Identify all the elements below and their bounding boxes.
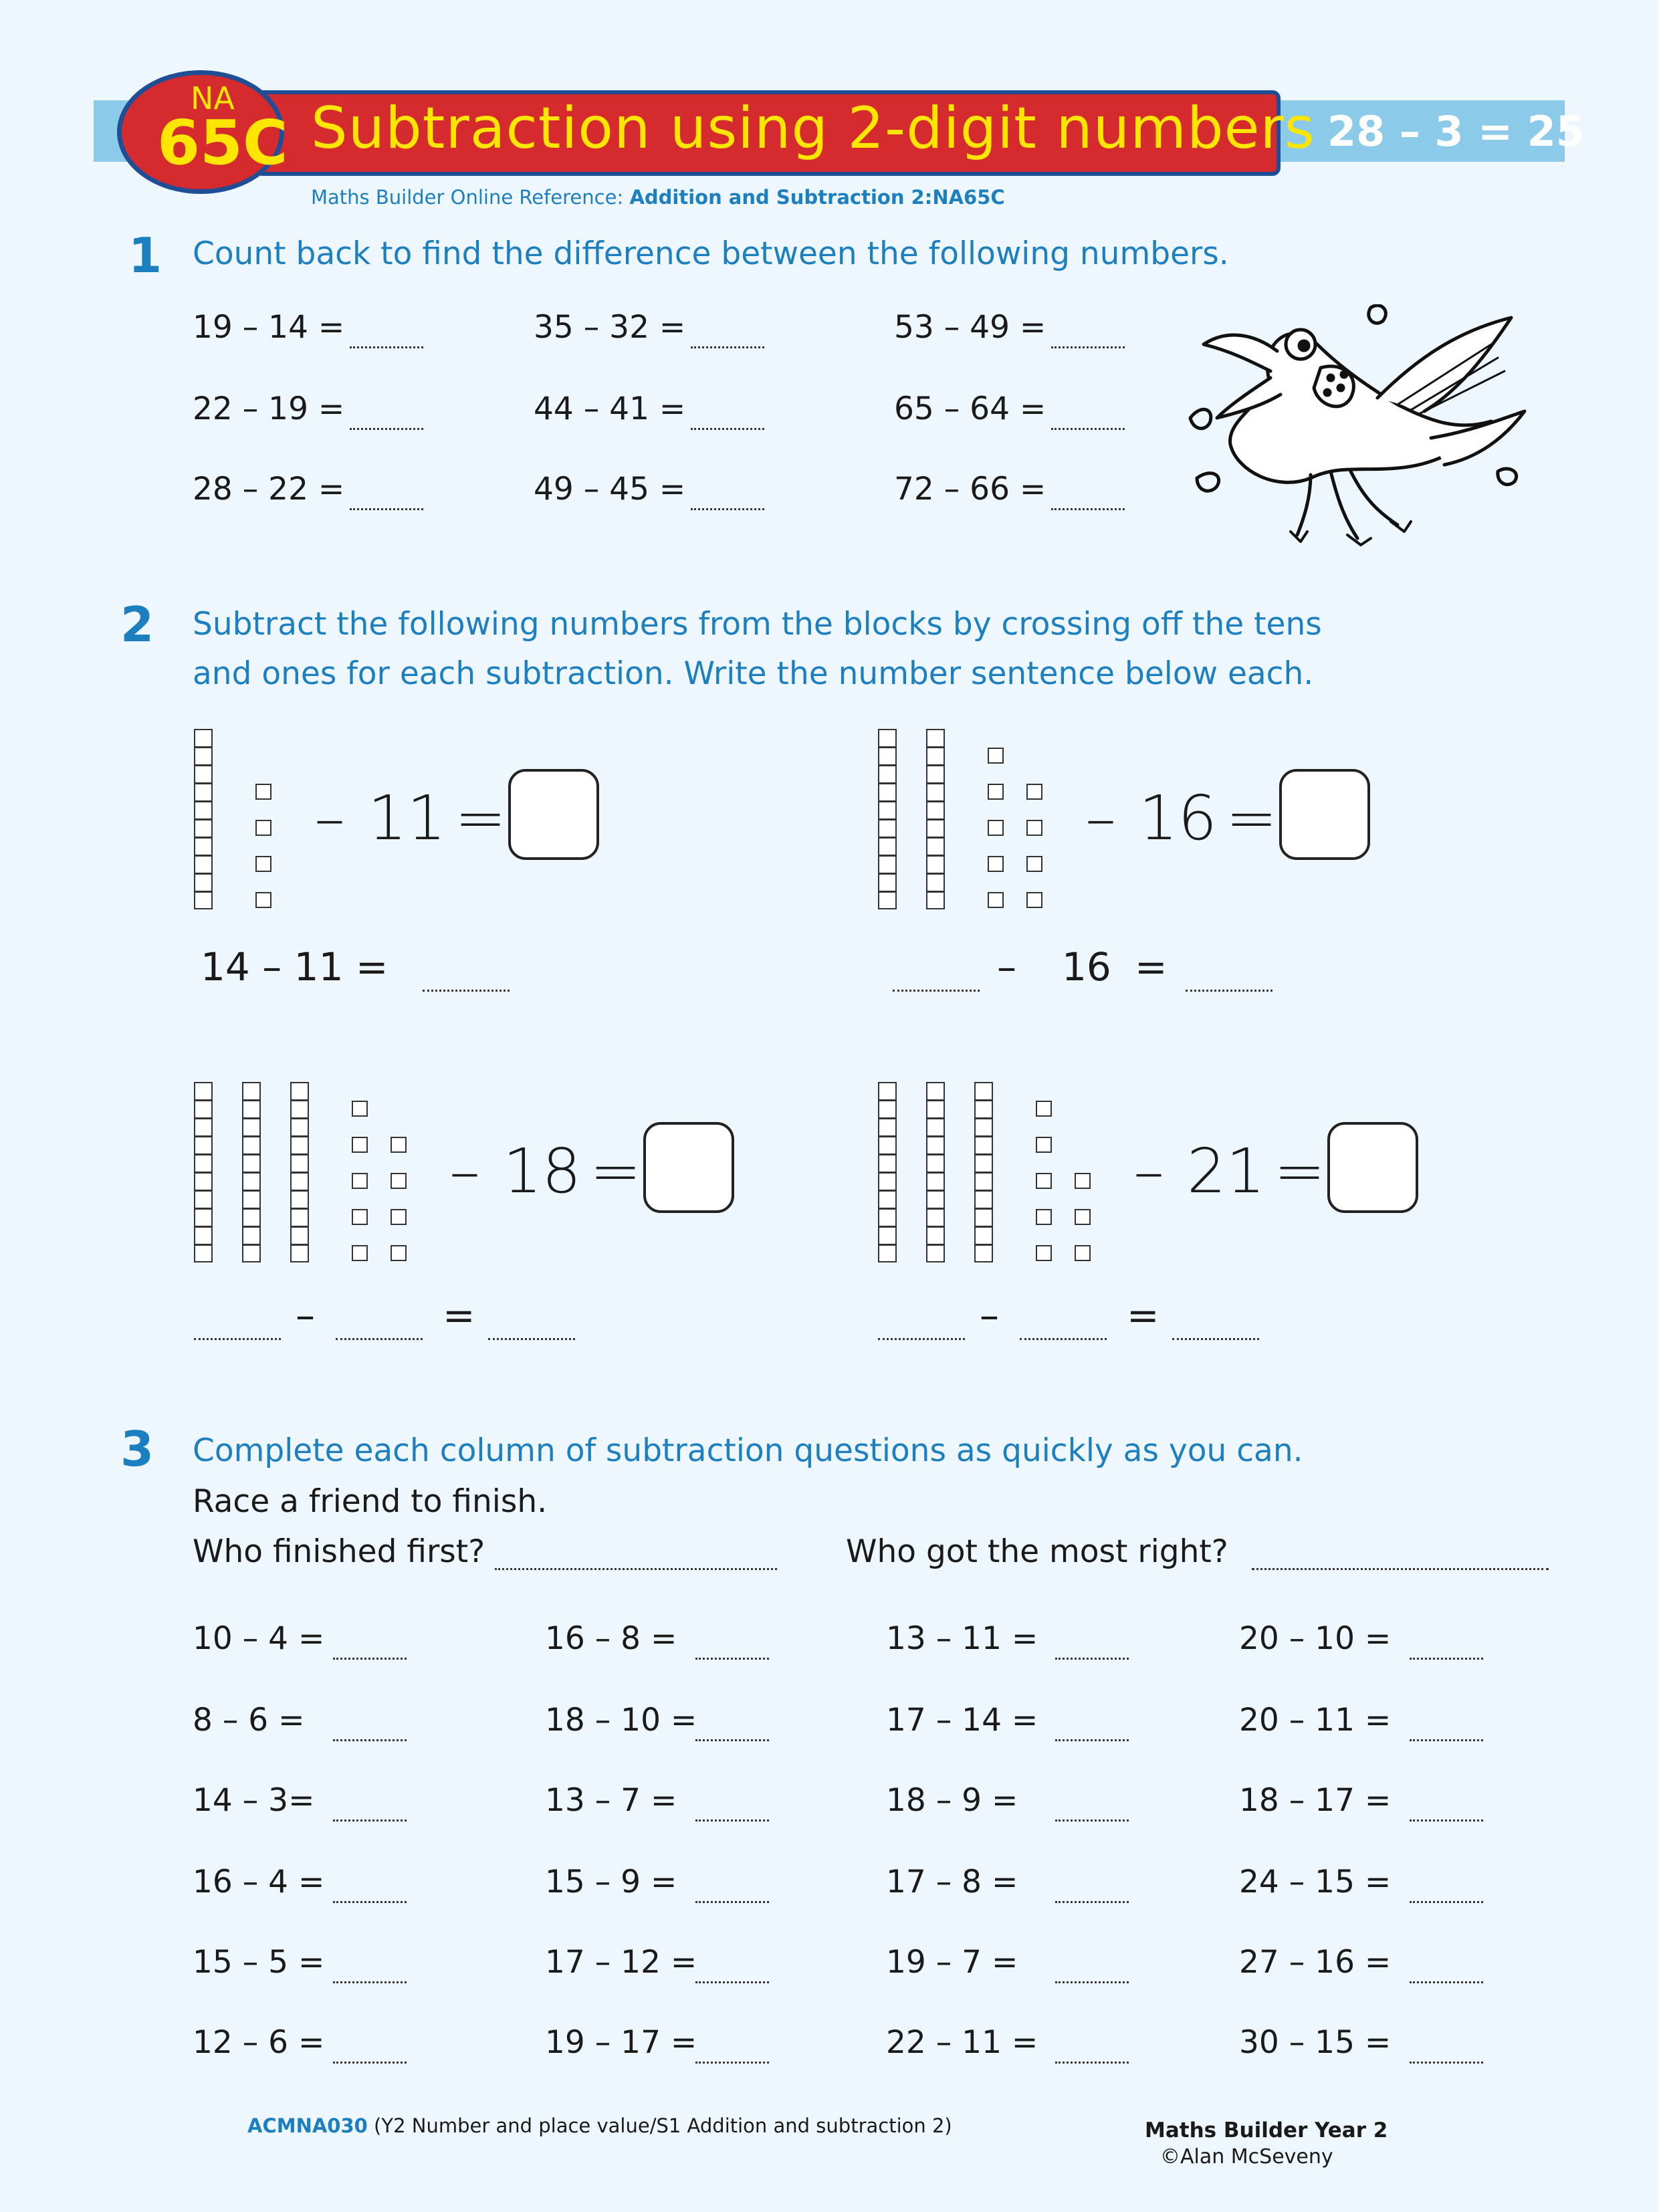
subtract-number: 16 xyxy=(1062,944,1111,990)
ones-cube[interactable] xyxy=(1036,1137,1052,1153)
question-2-instruction-line-1: Subtract the following numbers from the blocks by crossing off the tens xyxy=(193,606,1322,643)
answer-blank[interactable] xyxy=(350,428,423,430)
answer-blank[interactable] xyxy=(333,1658,407,1660)
subtract-number: 21 xyxy=(1187,1135,1266,1207)
book-title: Maths Builder Year 2 xyxy=(1145,2118,1388,2142)
badge-code: 65C xyxy=(157,107,288,179)
who-finished-first-label: Who finished first? xyxy=(193,1533,485,1570)
answer-box[interactable] xyxy=(1279,769,1370,860)
minus-sign: – xyxy=(1085,782,1116,854)
answer-blank[interactable] xyxy=(1055,1901,1129,1903)
equals-sign: = xyxy=(590,1135,642,1207)
ones-cube[interactable] xyxy=(352,1137,368,1153)
minus-sign: – xyxy=(449,1135,480,1207)
ones-cube[interactable] xyxy=(255,892,271,908)
tens-rod[interactable] xyxy=(194,1082,213,1262)
equation: 30 – 15 = xyxy=(1239,2024,1392,2061)
equation: 19 – 7 = xyxy=(886,1944,1018,1981)
question-1-instruction: Count back to find the difference between the following numbers. xyxy=(193,235,1229,272)
tens-rod[interactable] xyxy=(290,1082,309,1262)
answer-blank[interactable] xyxy=(1055,1819,1129,1821)
minus-sign: – xyxy=(1133,1135,1164,1207)
ones-cube[interactable] xyxy=(391,1137,407,1153)
equation: 12 – 6 = xyxy=(193,2024,325,2061)
answer-blank[interactable] xyxy=(333,2062,407,2064)
answer-blank[interactable] xyxy=(423,990,510,992)
equation: 19 – 14 = xyxy=(193,309,345,346)
answer-blank[interactable] xyxy=(488,1338,575,1340)
startled-bird-illustration xyxy=(1177,304,1538,552)
subtract-number: 16 xyxy=(1139,782,1218,854)
answer-blank[interactable] xyxy=(695,1739,769,1741)
equation: 16 – 4 = xyxy=(193,1864,325,1900)
ones-cube[interactable] xyxy=(988,856,1004,872)
answer-blank[interactable] xyxy=(695,2062,769,2064)
equation: 20 – 10 = xyxy=(1239,1620,1392,1657)
reference-label: Maths Builder Online Reference: xyxy=(311,186,624,209)
ones-cube[interactable] xyxy=(988,748,1004,764)
ones-cube[interactable] xyxy=(391,1245,407,1261)
equation: 22 – 11 = xyxy=(886,2024,1038,2061)
answer-blank[interactable] xyxy=(695,1658,769,1660)
tens-rod[interactable] xyxy=(926,729,945,909)
minus-sign: – xyxy=(997,944,1016,990)
answer-blank[interactable] xyxy=(691,346,764,348)
badge-strand: NA xyxy=(191,80,235,116)
equation: 14 – 3= xyxy=(193,1782,315,1819)
answer-blank[interactable] xyxy=(1410,1819,1483,1821)
first-number-blank[interactable] xyxy=(878,1338,965,1340)
ones-cube[interactable] xyxy=(1036,1245,1052,1261)
ones-cube[interactable] xyxy=(352,1209,368,1225)
equation: 44 – 41 = xyxy=(534,391,686,427)
subtract-number: 18 xyxy=(503,1135,582,1207)
first-number-blank[interactable] xyxy=(194,1338,281,1340)
reference-value: Addition and Subtraction 2:NA65C xyxy=(629,186,1005,209)
answer-blank[interactable] xyxy=(1055,2062,1129,2064)
answer-blank[interactable] xyxy=(1410,2062,1483,2064)
who-most-right-blank[interactable] xyxy=(1252,1568,1549,1570)
answer-blank[interactable] xyxy=(1051,508,1125,510)
minus-sign: – xyxy=(296,1293,315,1338)
ones-cube[interactable] xyxy=(1026,856,1042,872)
equation: 18 – 9 = xyxy=(886,1782,1018,1819)
equation: 13 – 7 = xyxy=(545,1782,677,1819)
answer-box[interactable] xyxy=(643,1122,734,1213)
answer-blank[interactable] xyxy=(1410,1901,1483,1903)
question-3-instruction: Complete each column of subtraction questions as quickly as you can. xyxy=(193,1432,1303,1469)
second-number-blank[interactable] xyxy=(1020,1338,1107,1340)
equals-sign: = xyxy=(1135,944,1168,990)
curriculum-code-id: ACMNA030 xyxy=(247,2114,368,2137)
equation: 28 – 22 = xyxy=(193,471,345,508)
equation: 16 – 8 = xyxy=(545,1620,677,1657)
equation: 27 – 16 = xyxy=(1239,1944,1392,1981)
equation: 24 – 15 = xyxy=(1239,1864,1392,1900)
equation: 20 – 11 = xyxy=(1239,1702,1392,1739)
question-3-race-line: Race a friend to finish. xyxy=(193,1483,548,1520)
ones-cube[interactable] xyxy=(391,1173,407,1189)
equation: 49 – 45 = xyxy=(534,471,686,508)
ones-cube[interactable] xyxy=(988,892,1004,908)
answer-blank[interactable] xyxy=(1186,990,1273,992)
equation: 13 – 11 = xyxy=(886,1620,1038,1657)
answer-blank[interactable] xyxy=(1051,346,1125,348)
equals-sign: = xyxy=(1127,1293,1159,1338)
equation: 35 – 32 = xyxy=(534,309,686,346)
answer-blank[interactable] xyxy=(695,1981,769,1983)
answer-blank[interactable] xyxy=(333,1981,407,1983)
ones-cube[interactable] xyxy=(255,856,271,872)
equation: 18 – 10 = xyxy=(545,1702,697,1739)
number-sentence: 14 – 11 = xyxy=(201,944,389,990)
curriculum-description: (Y2 Number and place value/S1 Addition and subtraction 2) xyxy=(367,2114,952,2137)
equation: 15 – 9 = xyxy=(545,1864,677,1900)
answer-blank[interactable] xyxy=(1051,428,1125,430)
equation: 65 – 64 = xyxy=(894,391,1046,427)
copyright: ©Alan McSeveny xyxy=(1160,2145,1333,2169)
online-reference xyxy=(311,186,1005,209)
curriculum-code xyxy=(247,2114,952,2137)
subtract-number: 11 xyxy=(368,782,447,854)
page-title: Subtraction using 2-digit numbers xyxy=(311,95,1315,162)
tens-rod[interactable] xyxy=(926,1082,945,1262)
answer-blank[interactable] xyxy=(1055,1739,1129,1741)
second-number-blank[interactable] xyxy=(336,1338,423,1340)
equation: 19 – 17 = xyxy=(545,2024,697,2061)
ones-cube[interactable] xyxy=(1026,784,1042,800)
equation: 15 – 5 = xyxy=(193,1944,325,1981)
ones-cube[interactable] xyxy=(255,784,271,800)
tens-rod[interactable] xyxy=(194,729,213,909)
minus-sign: – xyxy=(314,782,345,854)
answer-blank[interactable] xyxy=(1055,1981,1129,1983)
answer-box[interactable] xyxy=(508,769,599,860)
ones-cube[interactable] xyxy=(988,784,1004,800)
equation: 8 – 6 = xyxy=(193,1702,305,1739)
ones-cube[interactable] xyxy=(391,1209,407,1225)
tens-rod[interactable] xyxy=(974,1082,993,1262)
equation: 17 – 14 = xyxy=(886,1702,1038,1739)
ones-cube[interactable] xyxy=(1075,1209,1091,1225)
who-finished-first-blank[interactable] xyxy=(495,1568,777,1570)
equals-sign: = xyxy=(1274,1135,1326,1207)
equals-sign: = xyxy=(1226,782,1278,854)
equation: 22 – 19 = xyxy=(193,391,345,427)
first-number-blank[interactable] xyxy=(893,990,980,992)
answer-blank[interactable] xyxy=(333,1739,407,1741)
ones-cube[interactable] xyxy=(988,820,1004,836)
equation: 18 – 17 = xyxy=(1239,1782,1392,1819)
equation: 53 – 49 = xyxy=(894,309,1046,346)
ones-cube[interactable] xyxy=(1036,1173,1052,1189)
answer-blank[interactable] xyxy=(695,1901,769,1903)
ones-cube[interactable] xyxy=(1026,820,1042,836)
tens-rod[interactable] xyxy=(878,1082,897,1262)
minus-sign: – xyxy=(980,1293,999,1338)
answer-blank[interactable] xyxy=(333,1819,407,1821)
answer-blank[interactable] xyxy=(1410,1981,1483,1983)
ones-cube[interactable] xyxy=(1036,1101,1052,1117)
ones-cube[interactable] xyxy=(255,820,271,836)
answer-blank[interactable] xyxy=(333,1901,407,1903)
answer-blank[interactable] xyxy=(1172,1338,1259,1340)
question-2-number: 2 xyxy=(120,596,154,653)
answer-blank[interactable] xyxy=(691,428,764,430)
answer-blank[interactable] xyxy=(1410,1658,1483,1660)
ones-cube[interactable] xyxy=(1075,1173,1091,1189)
ones-cube[interactable] xyxy=(352,1173,368,1189)
ones-cube[interactable] xyxy=(352,1101,368,1117)
question-3-number: 3 xyxy=(120,1421,154,1477)
ones-cube[interactable] xyxy=(1026,892,1042,908)
answer-blank[interactable] xyxy=(695,1819,769,1821)
equation: 72 – 66 = xyxy=(894,471,1046,508)
equals-sign: = xyxy=(443,1293,475,1338)
tens-rod[interactable] xyxy=(242,1082,261,1262)
answer-box[interactable] xyxy=(1327,1122,1418,1213)
equation: 10 – 4 = xyxy=(193,1620,325,1657)
ones-cube[interactable] xyxy=(352,1245,368,1261)
ones-cube[interactable] xyxy=(1075,1245,1091,1261)
ones-cube[interactable] xyxy=(1036,1209,1052,1225)
answer-blank[interactable] xyxy=(350,346,423,348)
answer-blank[interactable] xyxy=(691,508,764,510)
equation: 17 – 12 = xyxy=(545,1944,697,1981)
question-1-number: 1 xyxy=(128,227,162,284)
header-example: 28 – 3 = 25 xyxy=(1327,107,1585,156)
tens-rod[interactable] xyxy=(878,729,897,909)
who-most-right-label: Who got the most right? xyxy=(846,1533,1228,1570)
equation: 17 – 8 = xyxy=(886,1864,1018,1900)
question-2-instruction-line-2: and ones for each subtraction. Write the number sentence below each. xyxy=(193,655,1314,692)
answer-blank[interactable] xyxy=(350,508,423,510)
equals-sign: = xyxy=(455,782,507,854)
answer-blank[interactable] xyxy=(1055,1658,1129,1660)
answer-blank[interactable] xyxy=(1410,1739,1483,1741)
